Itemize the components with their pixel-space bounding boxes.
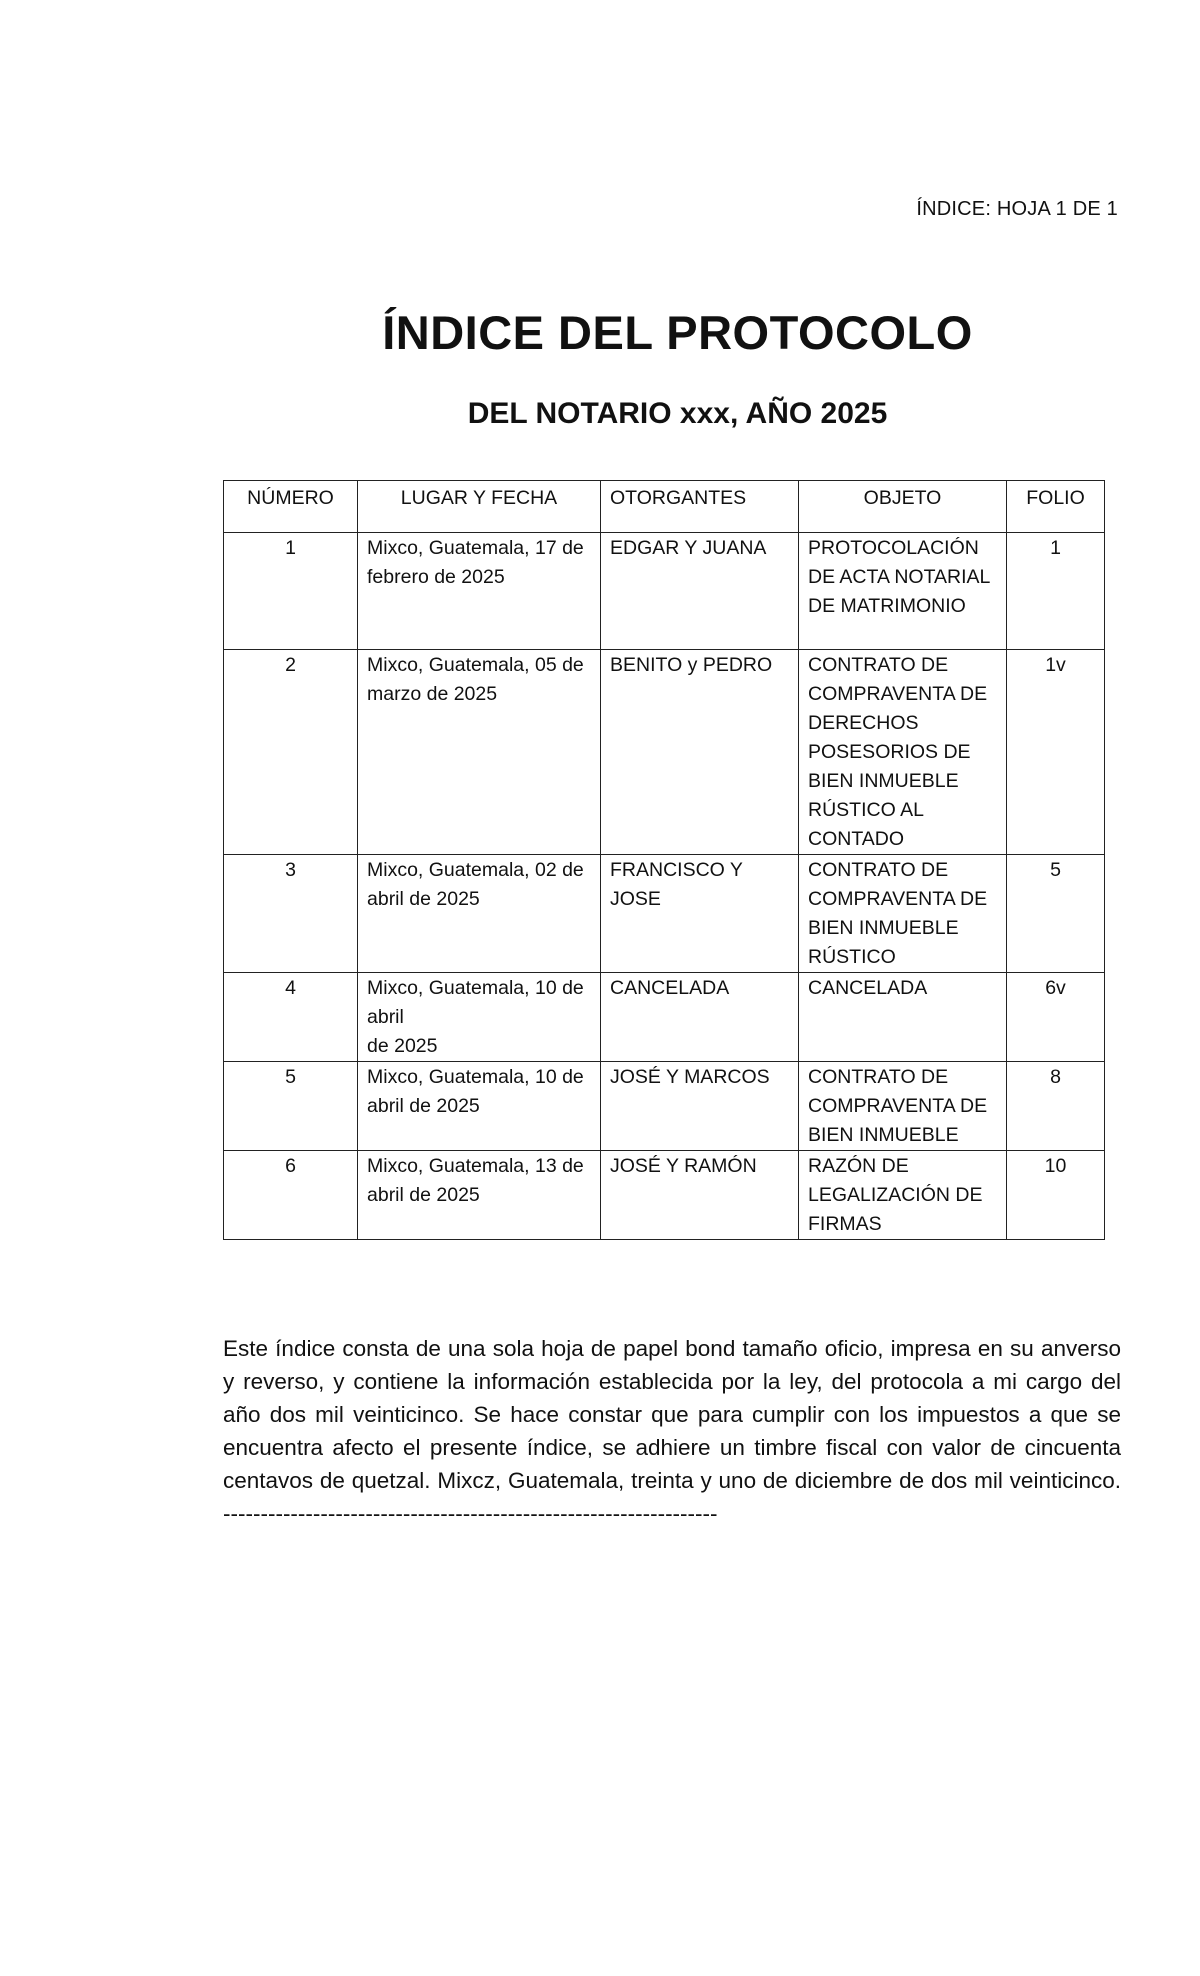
cell-lugar-fecha: Mixco, Guatemala, 02 de abril de 2025	[358, 855, 601, 973]
cell-numero: 3	[224, 855, 358, 973]
table-header-row	[224, 481, 1105, 533]
cell-lugar-fecha: Mixco, Guatemala, 17 de febrero de 2025	[358, 533, 601, 650]
cell-otorgantes: JOSÉ Y MARCOS	[601, 1062, 799, 1151]
cell-lugar-fecha: Mixco, Guatemala, 10 de abril de 2025	[358, 1062, 601, 1151]
cell-otorgantes: JOSÉ Y RAMÓN	[601, 1151, 799, 1240]
table-row	[224, 855, 1105, 973]
cell-objeto: CONTRATO DE COMPRAVENTA DE BIEN INMUEBLE	[799, 1062, 1007, 1151]
header-otorgantes: OTORGANTES	[601, 481, 799, 533]
header-folio: FOLIO	[1007, 481, 1105, 533]
table-row	[224, 1151, 1105, 1240]
cell-objeto: PROTOCOLACIÓN DE ACTA NOTARIAL DE MATRIMONIO	[799, 533, 1007, 650]
page-title: ÍNDICE DEL PROTOCOLO	[382, 306, 973, 359]
cell-objeto: CANCELADA	[799, 973, 1007, 1062]
table-row	[224, 1062, 1105, 1151]
cell-lugar-fecha: Mixco, Guatemala, 10 de abril de 2025	[358, 973, 601, 1062]
cell-folio: 6v	[1007, 973, 1105, 1062]
protocol-index-table	[223, 480, 1105, 1240]
cell-otorgantes: CANCELADA	[601, 973, 799, 1062]
page-subtitle: DEL NOTARIO xxx, AÑO 2025	[467, 397, 888, 430]
cell-otorgantes: EDGAR Y JUANA	[601, 533, 799, 650]
header-objeto: OBJETO	[799, 481, 1007, 533]
table-row	[224, 973, 1105, 1062]
closing-paragraph: Este índice consta de una sola hoja de papel bond tamaño oficio, impresa en su anverso y reverso, y contiene la información establecida por la ley, del protocola a mi cargo del año dos mil veinticinco. Se hace constar que para cumplir con los impuestos a que se encuentra afecto el presente índice, se adhiere un timbre fiscal con valor de cincuenta centavos de quetzal. Mixcz, Guatemala, treinta y uno de diciembre de dos mil veinticinco. ------------------------------------------------------------------	[223, 1335, 1121, 1526]
cell-otorgantes: BENITO y PEDRO	[601, 650, 799, 855]
cell-numero: 6	[224, 1151, 358, 1240]
cell-numero: 4	[224, 973, 358, 1062]
cell-objeto: CONTRATO DE COMPRAVENTA DE BIEN INMUEBLE RÚSTICO	[799, 855, 1007, 973]
header-lugar-fecha: LUGAR Y FECHA	[358, 481, 601, 533]
cell-numero: 5	[224, 1062, 358, 1151]
cell-folio: 10	[1007, 1151, 1105, 1240]
cell-lugar-fecha: Mixco, Guatemala, 13 de abril de 2025	[358, 1151, 601, 1240]
cell-folio: 1	[1007, 533, 1105, 650]
cell-numero: 1	[224, 533, 358, 650]
cell-folio: 5	[1007, 855, 1105, 973]
table-row	[224, 533, 1105, 650]
cell-folio: 8	[1007, 1062, 1105, 1151]
cell-lugar-fecha: Mixco, Guatemala, 05 de marzo de 2025	[358, 650, 601, 855]
header-numero: NÚMERO	[224, 481, 358, 533]
cell-objeto: CONTRATO DE COMPRAVENTA DE DERECHOS POSESORIOS DE BIEN INMUEBLE RÚSTICO AL CONTADO	[799, 650, 1007, 855]
page-header: ÍNDICE: HOJA 1 DE 1	[916, 198, 1118, 220]
cell-otorgantes: FRANCISCO Y JOSE	[601, 855, 799, 973]
cell-objeto: RAZÓN DE LEGALIZACIÓN DE FIRMAS	[799, 1151, 1007, 1240]
cell-numero: 2	[224, 650, 358, 855]
cell-folio: 1v	[1007, 650, 1105, 855]
table-row	[224, 650, 1105, 855]
